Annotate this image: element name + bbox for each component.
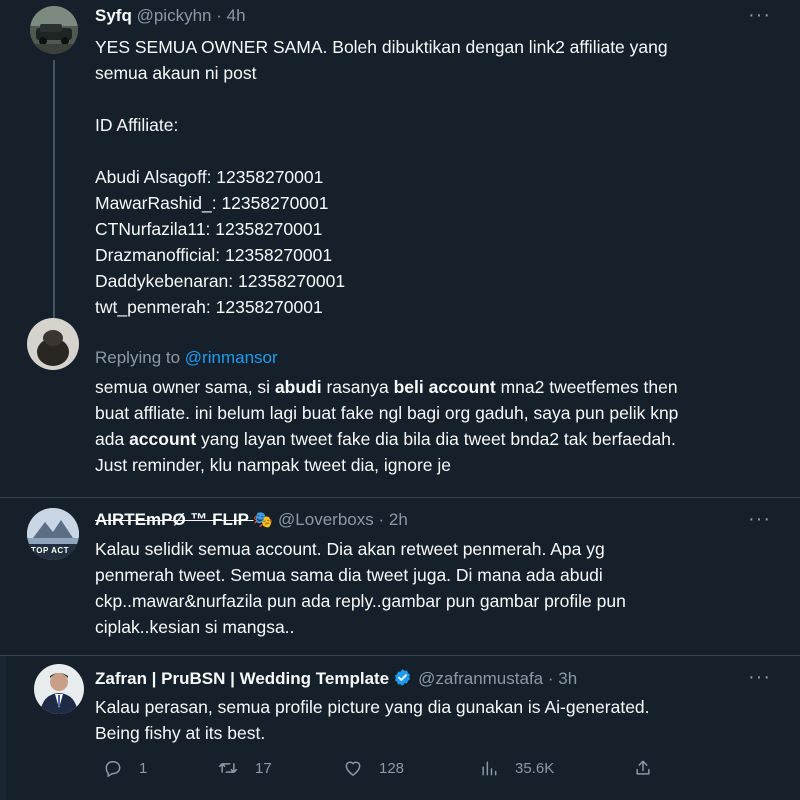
avatar-image: [34, 664, 84, 714]
tweet-text: [95, 536, 626, 640]
display-name[interactable]: AIRTEmPØ ™ FLIP: [95, 510, 249, 529]
text-line: ada account yang layan tweet fake dia bila dia tweet bnda2 tak berfaedah.: [95, 429, 676, 449]
retweet-button[interactable]: [217, 758, 272, 778]
share-button[interactable]: [633, 758, 669, 778]
timestamp[interactable]: 3h: [558, 669, 578, 688]
tweet-header: AIRTEmPØ ™ FLIP 🎭 @Loverboxs · 2h: [95, 510, 408, 529]
tweet-loverboxs[interactable]: [0, 498, 800, 653]
display-name[interactable]: Zafran | PruBSN | Wedding Template: [95, 669, 390, 688]
reply-button[interactable]: [103, 758, 147, 778]
display-name[interactable]: Syfq: [95, 6, 132, 25]
text-line: ckp..mawar&nurfazila pun ada reply..gambar pun gambar profile pun: [95, 591, 626, 611]
text-line: buat affliate. ini belum lagi buat fake ngl bagi org gaduh, saya pun pelik knp: [95, 403, 679, 423]
timestamp[interactable]: 2h: [388, 510, 408, 529]
reply-icon: [103, 758, 123, 778]
verified-icon: [393, 668, 412, 692]
text-line: semua owner sama, si abudi rasanya beli account mna2 tweetfemes then: [95, 377, 678, 397]
views-count: 35.6K: [515, 759, 555, 777]
tweet-actions: [95, 758, 775, 788]
like-icon: [343, 758, 363, 778]
tweet-text: [95, 34, 668, 320]
reply-mention-link[interactable]: @rinmansor: [184, 348, 278, 367]
avatar-image: [27, 318, 79, 370]
user-handle[interactable]: @zafranmustafa: [418, 669, 544, 688]
retweet-icon: [217, 758, 239, 778]
reply-count: 1: [139, 759, 148, 777]
more-icon[interactable]: ···: [748, 666, 771, 688]
text-line: ciplak..kesian si mangsa..: [95, 617, 295, 637]
tweet-header: Syfq @pickyhn · 4h: [95, 6, 246, 25]
like-button[interactable]: [343, 758, 404, 778]
text-line: Daddykebenaran: 12358270001: [95, 271, 346, 291]
text-line: ID Affiliate:: [95, 115, 179, 135]
text-line: Abudi Alsagoff: 12358270001: [95, 167, 324, 187]
avatar-cropped[interactable]: [27, 318, 79, 370]
drama-emoji-icon: 🎭: [253, 512, 274, 529]
replying-to: Replying to @rinmansor: [95, 348, 278, 367]
thread-line: [53, 60, 55, 340]
retweet-count: 17: [255, 759, 272, 777]
share-icon: [633, 758, 653, 778]
avatar-syfq[interactable]: [30, 6, 78, 54]
text-line: YES SEMUA OWNER SAMA. Boleh dibuktikan dengan link2 affiliate yang: [95, 37, 668, 57]
more-icon[interactable]: ···: [748, 4, 771, 26]
tweet-text: [95, 694, 650, 746]
text-line: Drazmanofficial: 12358270001: [95, 245, 333, 265]
text-line: twt_penmerah: 12358270001: [95, 297, 323, 317]
tweet-header: Zafran | PruBSN | Wedding Template @zafranmustafa · 3h: [95, 668, 577, 692]
user-handle[interactable]: @pickyhn: [136, 6, 212, 25]
avatar-image: [30, 6, 78, 54]
tweet-syfq[interactable]: [0, 0, 800, 335]
text-line: Kalau perasan, semua profile picture yang dia gunakan is Ai-generated.: [95, 697, 650, 717]
tweet-text: [95, 374, 678, 478]
avatar-zafran[interactable]: [34, 664, 84, 714]
text-line: CTNurfazila11: 12358270001: [95, 219, 323, 239]
text-line: Kalau selidik semua account. Dia akan retweet penmerah. Apa yg: [95, 539, 605, 559]
text-line: penmerah tweet. Semua sama dia tweet juga. Di mana ada abudi: [95, 565, 603, 585]
views-icon: [479, 758, 499, 778]
more-icon[interactable]: ···: [748, 508, 771, 530]
text-line: Being fishy at its best.: [95, 723, 266, 743]
avatar-loverboxs[interactable]: [27, 508, 79, 560]
like-count: 128: [379, 759, 405, 777]
avatar-caption: TOP ACT: [31, 546, 70, 555]
text-line: MawarRashid_: 12358270001: [95, 193, 329, 213]
text-line: Just reminder, klu nampak tweet dia, ignore je: [95, 455, 452, 475]
timestamp[interactable]: 4h: [226, 6, 246, 25]
views-button[interactable]: [479, 758, 554, 778]
tweet-reply-cropped[interactable]: [0, 338, 800, 498]
text-line: semua akaun ni post: [95, 63, 257, 83]
user-handle[interactable]: @Loverboxs: [278, 510, 374, 529]
